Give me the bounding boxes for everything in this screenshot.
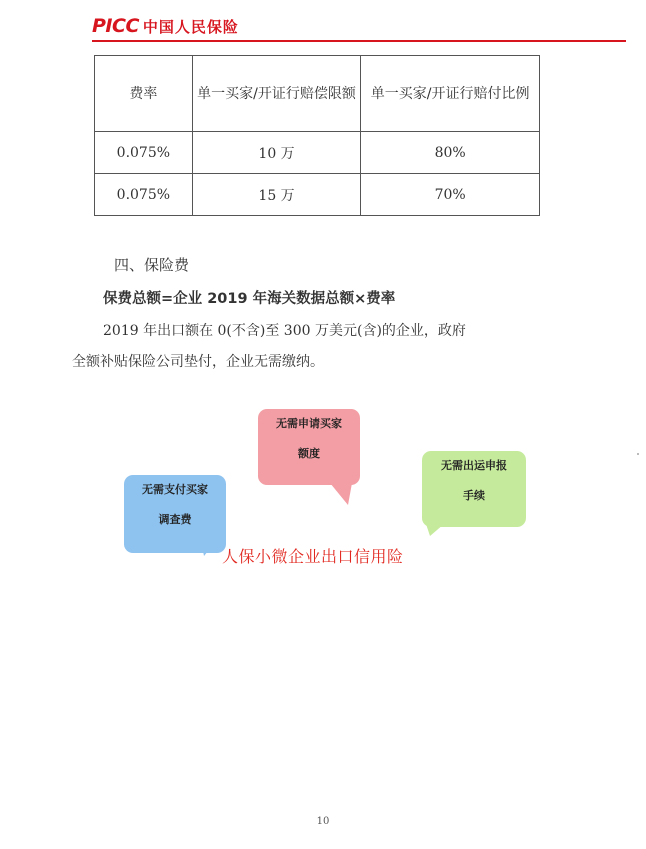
bubble-text: 无需申请买家 — [276, 417, 342, 430]
section-title: 四、保险费 — [114, 256, 190, 274]
logo-mark: PICC — [92, 15, 139, 37]
table-row — [95, 132, 540, 174]
premium-formula: 保费总额=企业 2019 年海关数据总额×费率 — [103, 291, 396, 307]
paragraph-line-1: 2019 年出口额在 0(不含)至 300 万美元(含)的企业，政府 — [103, 323, 466, 339]
paragraph-line-2: 全额补贴保险公司垫付，企业无需缴纳。 — [72, 354, 324, 370]
bubble-no-shipment-declaration — [422, 451, 526, 527]
rate-table — [94, 55, 540, 216]
bubble-tail — [426, 524, 444, 536]
product-title: 人保小微企业出口信用险 — [222, 547, 404, 566]
header-divider — [92, 40, 626, 42]
header-compensation-limit: 单一买家/开证行赔偿限额 — [192, 56, 361, 132]
picc-logo — [92, 15, 239, 37]
table-cell: 0.075% — [95, 132, 193, 174]
company-name: 中国人民保险 — [142, 17, 239, 36]
premium-paragraph — [72, 316, 553, 378]
table-cell: 70% — [361, 174, 540, 216]
bubble-text: 调查费 — [158, 513, 192, 526]
bubble-text: 无需支付买家 — [142, 483, 208, 496]
table-cell: 10 万 — [192, 132, 361, 174]
bubble-text: 无需出运申报 — [441, 459, 507, 472]
table-cell: 15 万 — [192, 174, 361, 216]
header-compensation-ratio: 单一买家/开证行赔付比例 — [361, 56, 540, 132]
table-row — [95, 174, 540, 216]
bubble-text: 额度 — [298, 447, 320, 460]
page-header — [92, 12, 626, 42]
page-number: 10 — [316, 816, 330, 827]
scan-speck — [637, 453, 639, 455]
header-rate: 费率 — [95, 56, 193, 132]
table-cell: 0.075% — [95, 174, 193, 216]
bubble-tail — [330, 483, 352, 505]
table-header-row — [95, 56, 540, 132]
bubble-text: 手续 — [463, 489, 485, 502]
bubble-no-buyer-limit-application — [258, 409, 360, 485]
bubble-tail — [200, 536, 220, 556]
table-cell: 80% — [361, 132, 540, 174]
